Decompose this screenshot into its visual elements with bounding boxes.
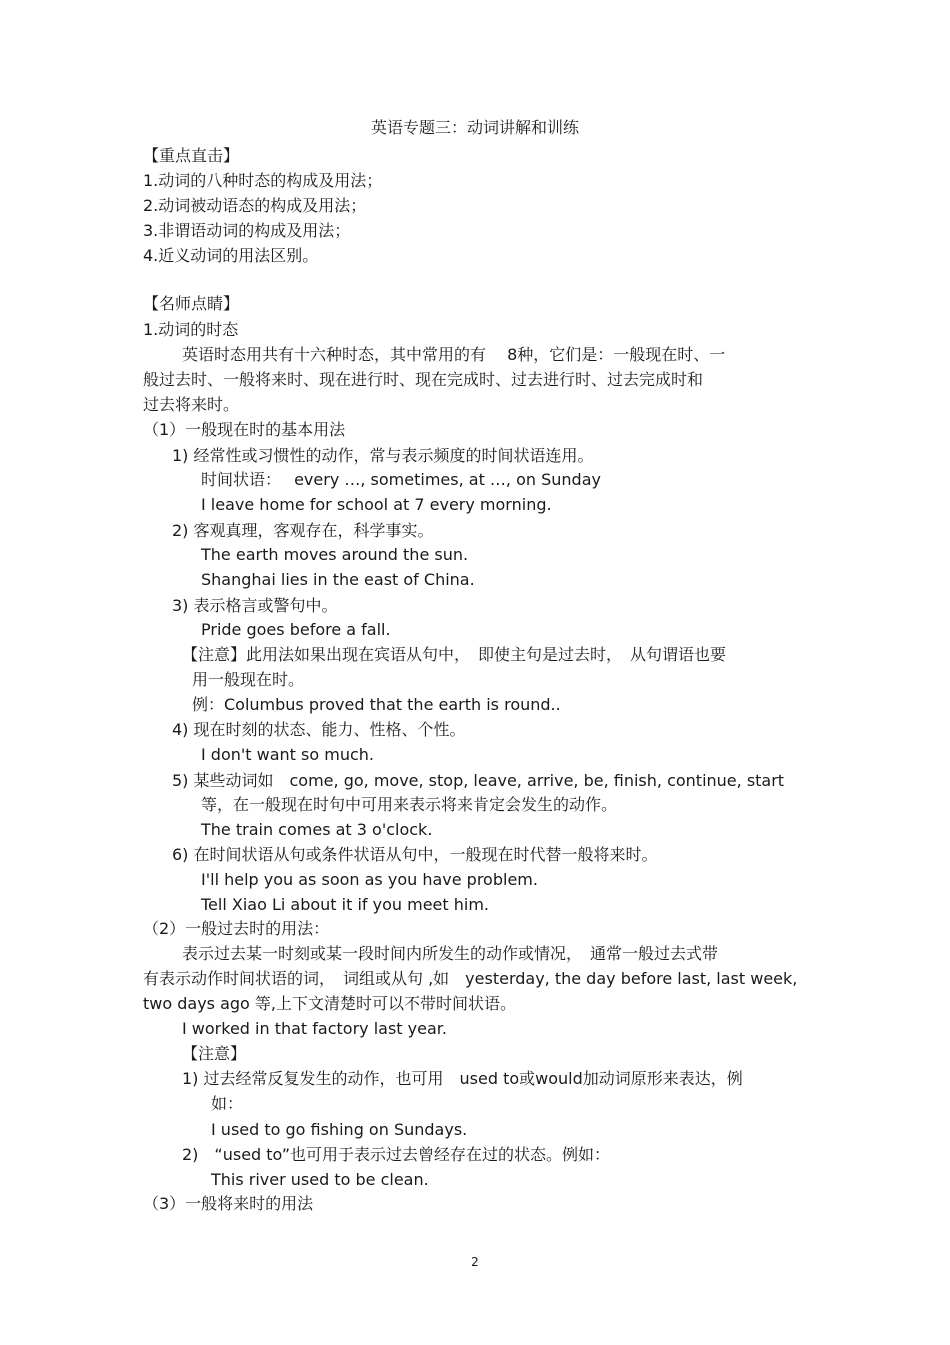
list-item: 6) 在时间状语从句或条件状语从句中，一般现在时代替一般将来时。 [172,845,658,864]
page-title: 英语专题三：动词讲解和训练 [370,118,579,137]
paragraph-line: 等，在一般现在时句中可用来表示将来肯定会发生的动作。 [201,795,618,814]
example-line: This river used to be clean. [211,1170,429,1189]
paragraph-line: 英语时态用共有十六种时态，其中常用的有 8种，它们是：一般现在时、一 [182,345,726,364]
note-line: 【注意】此用法如果出现在宾语从句中， 即使主句是过去时， 从句谓语也要 [182,645,727,664]
example-line: The earth moves around the sun. [201,545,469,564]
note-heading: 【注意】 [182,1044,247,1063]
paragraph-line: two days ago 等,上下文清楚时可以不带时间状语。 [143,994,517,1013]
example-line: Shanghai lies in the east of China. [201,570,475,589]
subheading-simple-past: （2）一般过去时的用法： [143,919,330,938]
example-line: 时间状语： every …, sometimes, at …, on Sunday [201,470,601,489]
list-item: 4) 现在时刻的状态、能力、性格、个性。 [172,720,466,739]
subheading-verb-tenses: 1.动词的时态 [143,320,239,339]
list-item: 1) 经常性或习惯性的动作，常与表示频度的时间状语连用。 [172,446,594,465]
paragraph-line: 过去将来时。 [143,395,240,414]
list-item: 3) 表示格言或警句中。 [172,596,338,615]
subheading-simple-present: （1）一般现在时的基本用法 [143,420,346,439]
example-line: Tell Xiao Li about it if you meet him. [201,895,489,914]
example-line: I don't want so much. [201,745,374,764]
section-heading-teacher-tips: 【名师点睛】 [143,294,240,313]
example-line: Pride goes before a fall. [201,620,391,639]
paragraph-line: 表示过去某一时刻或某一段时间内所发生的动作或情况， 通常一般过去式带 [182,944,719,963]
note-line: 用一般现在时。 [192,670,305,689]
example-line: I'll help you as soon as you have problem. [201,870,538,889]
example-line: 例：Columbus proved that the earth is round.. [192,695,561,714]
list-item: 5) 某些动词如 come, go, move, stop, leave, arrive, be, finish, continue, start [172,771,785,790]
key-point-4: 4.近义动词的用法区别。 [143,246,319,265]
subheading-simple-future: （3）一般将来时的用法 [143,1194,314,1213]
example-line: The train comes at 3 o'clock. [201,820,433,839]
list-item: 2) “used to”也可用于表示过去曾经存在过的状态。例如： [182,1145,611,1164]
paragraph-line: 般过去时、一般将来时、现在进行时、现在完成时、过去进行时、过去完成时和 [143,370,704,389]
key-point-1: 1.动词的八种时态的构成及用法； [143,171,383,190]
key-point-2: 2.动词被动语态的构成及用法； [143,196,367,215]
key-point-3: 3.非谓语动词的构成及用法； [143,221,351,240]
example-line: I used to go fishing on Sundays. [211,1120,468,1139]
list-item: 2) 客观真理，客观存在，科学事实。 [172,521,434,540]
paragraph-line: 有表示动作时间状语的词， 词组或从句 ,如 yesterday, the day before last, last week, [143,969,798,988]
list-item: 1) 过去经常反复发生的动作，也可用 used to或would加动词原形来表达，例 [182,1069,743,1088]
example-line: I leave home for school at 7 every morning. [201,495,552,514]
page-number: 2 [471,1255,479,1269]
section-heading-key-points: 【重点直击】 [143,146,240,165]
paragraph-line: 如： [211,1094,244,1113]
example-line: I worked in that factory last year. [182,1019,447,1038]
